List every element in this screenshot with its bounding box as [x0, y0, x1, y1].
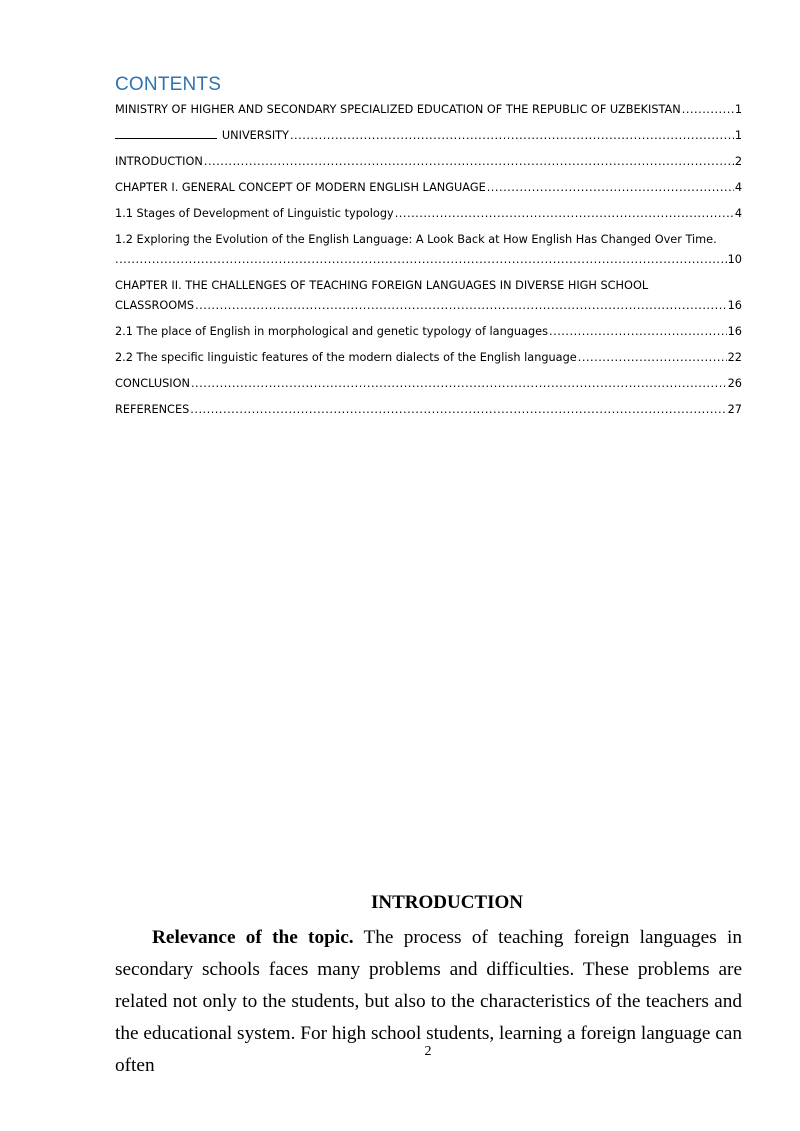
toc-entry-page: 10	[727, 253, 742, 266]
page-number: 2	[424, 1044, 432, 1059]
introduction-heading: INTRODUCTION	[370, 892, 524, 913]
toc-leader-dots	[487, 178, 734, 198]
toc-entry-page: 16	[727, 325, 742, 338]
toc-entry-title-line2: CLASSROOMS	[115, 299, 195, 312]
toc-leader-dots	[191, 374, 727, 394]
toc-entry-title: 2.1 The place of English in morphological and genetic typology of languages	[115, 325, 549, 338]
toc-leader-dots	[578, 348, 727, 368]
toc-leader-dots	[549, 322, 727, 342]
toc-entry-section-2-1[interactable]	[115, 322, 742, 342]
toc-entry-title: 2.2 The specific linguistic features of the modern dialects of the English language	[115, 351, 577, 364]
toc-entry-title: INTRODUCTION	[115, 155, 203, 168]
toc-entry-page: 2	[734, 155, 742, 168]
toc-leader-dots	[290, 126, 734, 146]
toc-leader-dots	[190, 400, 726, 420]
toc-entry-page: 22	[727, 351, 742, 364]
university-name-blank	[115, 126, 217, 139]
toc-entry-title-line1: CHAPTER II. THE CHALLENGES OF TEACHING FOREIGN LANGUAGES IN DIVERSE HIGH SCHOOL	[115, 279, 649, 292]
toc-entry-page: 4	[734, 181, 742, 194]
toc-entry-title: CHAPTER I. GENERAL CONCEPT OF MODERN ENGLISH LANGUAGE	[115, 181, 486, 194]
toc-leader-dots	[682, 100, 734, 120]
toc-leader-dots	[115, 250, 727, 270]
toc-entry-page: 26	[727, 377, 742, 390]
toc-heading: CONTENTS	[115, 74, 222, 95]
toc-entry-title: 1.1 Stages of Development of Linguistic typology	[115, 207, 394, 220]
toc-entry-page: 1	[734, 129, 742, 142]
toc-entry-chapter-2[interactable]	[115, 276, 742, 316]
toc-entry-page: 4	[734, 207, 742, 220]
toc-entry-title: MINISTRY OF HIGHER AND SECONDARY SPECIALIZED EDUCATION OF THE REPUBLIC OF UZBEKISTAN	[115, 103, 681, 116]
toc-leader-dots	[395, 204, 734, 224]
toc-entry-references[interactable]	[115, 400, 742, 420]
relevance-lead: Relevance of the topic.	[152, 927, 354, 948]
toc-entry-section-2-2[interactable]	[115, 348, 742, 368]
introduction-body: The process of teaching foreign languages in secondary schools faces many problems and difficulties. These problems are related not only to the students, but also to the characteristics of the teachers and the educational system. For high school students, learning a foreign language can often	[115, 927, 743, 1076]
toc-entry-title: 1.2 Exploring the Evolution of the English Language: A Look Back at How English Has Changed Over Time.	[115, 233, 717, 246]
toc-entry-title: CONCLUSION	[115, 377, 190, 390]
toc-entry-section-1-1[interactable]	[115, 204, 742, 224]
toc-entry-page: 1	[734, 103, 742, 116]
toc-entry-title: UNIVERSITY	[221, 129, 289, 142]
toc-entry-page: 27	[727, 403, 742, 416]
toc-leader-dots	[204, 152, 734, 172]
toc-entry-chapter-1[interactable]	[115, 178, 742, 198]
toc-entry-introduction[interactable]	[115, 152, 742, 172]
toc-entry-title: REFERENCES	[115, 403, 190, 416]
toc-entry-conclusion[interactable]	[115, 374, 742, 394]
toc-entry-ministry[interactable]	[115, 100, 742, 120]
toc-entry-university[interactable]	[115, 126, 742, 146]
toc-entry-page: 16	[727, 299, 742, 312]
toc-entry-section-1-2[interactable]	[115, 230, 742, 270]
toc-leader-dots	[195, 296, 727, 316]
